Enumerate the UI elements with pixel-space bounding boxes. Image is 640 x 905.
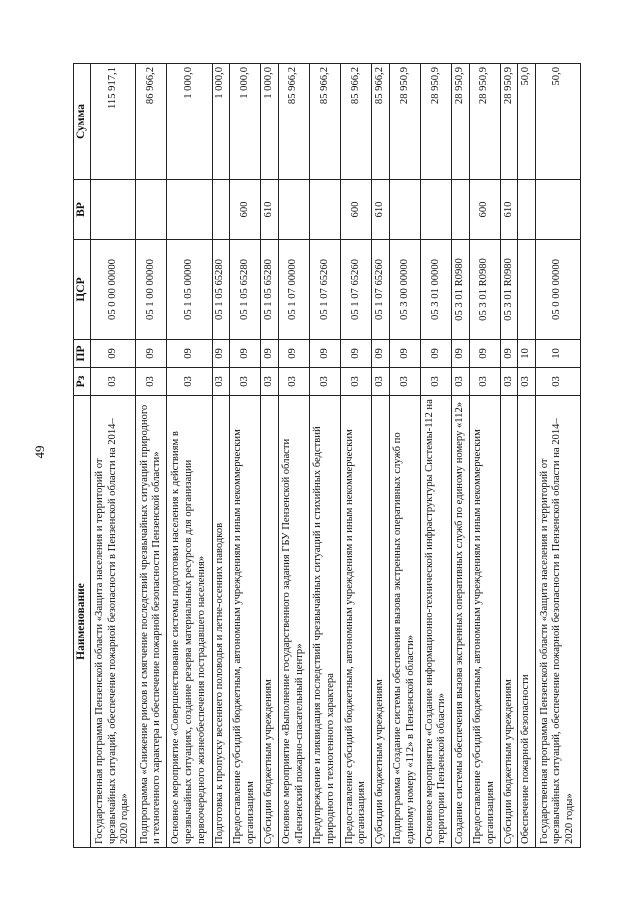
cell-vr: 610	[500, 180, 517, 240]
cell-pr: 09	[90, 340, 135, 368]
cell-vr	[452, 180, 469, 240]
cell-sum: 1 000,0	[261, 64, 278, 180]
cell-pr: 10	[535, 340, 580, 368]
cell-vr	[136, 180, 167, 240]
cell-sum: 115 917,1	[90, 64, 135, 180]
table-row	[261, 64, 278, 848]
header-pr: ПР	[74, 340, 91, 368]
cell-sum: 85 966,2	[309, 64, 340, 180]
cell-vr	[535, 180, 580, 240]
cell-csr: 05 1 05 65280	[229, 240, 260, 340]
table-row	[278, 64, 309, 848]
header-rz: Рз	[74, 368, 91, 396]
cell-vr	[309, 180, 340, 240]
cell-csr: 05 1 05 65280	[212, 240, 229, 340]
cell-pr: 09	[341, 340, 372, 368]
header-vr: ВР	[74, 180, 91, 240]
budget-table	[73, 63, 581, 848]
cell-sum: 28 950,9	[469, 64, 500, 180]
cell-csr: 05 0 00 00000	[90, 240, 135, 340]
cell-pr: 10	[518, 340, 535, 368]
table-row	[341, 64, 372, 848]
table-header-row	[74, 64, 91, 848]
table-row	[229, 64, 260, 848]
cell-name: Предоставление субсидий бюджетным, автономным учреждениям и иным некоммерческим организациям	[469, 396, 500, 848]
cell-rz: 03	[229, 368, 260, 396]
header-name: Наименование	[74, 396, 91, 848]
cell-name: Государственная программа Пензенской области «Защита населения и территорий от чрезвычайных ситуаций, обеспечение пожарной безопасности в Пензенской области на 2014–2020 годы»	[90, 396, 135, 848]
header-sum: Сумма	[74, 64, 91, 180]
cell-name: Основное мероприятие «Создание информационно-технической инфраструктуры Системы-112 на территории Пензенской области»	[421, 396, 452, 848]
cell-rz: 03	[278, 368, 309, 396]
header-csr: ЦСР	[74, 240, 91, 340]
cell-csr: 05 3 01 R0980	[500, 240, 517, 340]
cell-csr: 05 3 01 R0980	[469, 240, 500, 340]
cell-pr: 09	[469, 340, 500, 368]
cell-sum: 28 950,9	[500, 64, 517, 180]
cell-rz: 03	[212, 368, 229, 396]
cell-pr: 09	[167, 340, 212, 368]
cell-csr: 05 1 07 65260	[372, 240, 389, 340]
cell-csr: 05 1 05 00000	[167, 240, 212, 340]
cell-vr	[167, 180, 212, 240]
cell-rz: 03	[372, 368, 389, 396]
cell-name: Создание системы обеспечения вызова экстренных оперативных служб по единому номеру «112»	[452, 396, 469, 848]
table-row	[389, 64, 420, 848]
cell-csr: 05 3 01 R0980	[452, 240, 469, 340]
table-row	[309, 64, 340, 848]
cell-vr: 600	[341, 180, 372, 240]
cell-name: Основное мероприятие «Выполнение государственного задания ГБУ Пензенской области «Пензенский пожарно-спасательный центр»	[278, 396, 309, 848]
cell-name: Субсидии бюджетным учреждениям	[261, 396, 278, 848]
cell-name: Предоставление субсидий бюджетным, автономным учреждениям и иным некоммерческим организациям	[229, 396, 260, 848]
cell-sum: 86 966,2	[136, 64, 167, 180]
cell-sum: 85 966,2	[341, 64, 372, 180]
cell-vr	[389, 180, 420, 240]
table-row	[500, 64, 517, 848]
cell-sum: 85 966,2	[372, 64, 389, 180]
cell-vr	[421, 180, 452, 240]
table-row	[535, 64, 580, 848]
table-row	[469, 64, 500, 848]
cell-sum: 28 950,9	[421, 64, 452, 180]
cell-sum: 85 966,2	[278, 64, 309, 180]
cell-pr: 09	[452, 340, 469, 368]
cell-rz: 03	[309, 368, 340, 396]
cell-rz: 03	[389, 368, 420, 396]
rotated-table-container	[73, 64, 581, 848]
cell-pr: 09	[389, 340, 420, 368]
cell-vr	[518, 180, 535, 240]
cell-pr: 09	[212, 340, 229, 368]
cell-pr: 09	[421, 340, 452, 368]
cell-rz: 03	[167, 368, 212, 396]
cell-name: Подпрограмма «Снижение рисков и смягчение последствий чрезвычайных ситуаций природного и техногенного характера и обеспечение пожарной безопасности Пензенской области»	[136, 396, 167, 848]
cell-sum: 50,0	[518, 64, 535, 180]
cell-name: Основное мероприятие «Совершенствование системы подготовки населения к действиям в чрезвычайных ситуациях, создание резерва материальных ресурсов для организации первоочередного жизнеобеспечения пострадавшего населения»	[167, 396, 212, 848]
cell-pr: 09	[278, 340, 309, 368]
table-row	[421, 64, 452, 848]
cell-sum: 28 950,9	[389, 64, 420, 180]
cell-rz: 03	[518, 368, 535, 396]
cell-vr	[90, 180, 135, 240]
table-row	[372, 64, 389, 848]
table-row	[136, 64, 167, 848]
cell-vr: 610	[372, 180, 389, 240]
cell-name: Предупреждение и ликвидация последствий чрезвычайных ситуаций и стихийных бедствий природного и техногенного характера	[309, 396, 340, 848]
cell-csr: 05 3 01 00000	[421, 240, 452, 340]
cell-vr: 600	[469, 180, 500, 240]
table-row	[167, 64, 212, 848]
cell-name: Государственная программа Пензенской области «Защита населения и территорий от чрезвычайных ситуаций, обеспечение пожарной безопасности в Пензенской области на 2014–2020 годы»	[535, 396, 580, 848]
cell-rz: 03	[261, 368, 278, 396]
cell-pr: 09	[372, 340, 389, 368]
cell-pr: 09	[229, 340, 260, 368]
table-row	[90, 64, 135, 848]
cell-csr: 05 0 00 00000	[535, 240, 580, 340]
cell-rz: 03	[535, 368, 580, 396]
cell-sum: 50,0	[535, 64, 580, 180]
page-number: 49	[32, 445, 47, 459]
cell-rz: 03	[90, 368, 135, 396]
cell-sum: 1 000,0	[167, 64, 212, 180]
cell-csr: 05 1 00 00000	[136, 240, 167, 340]
cell-vr	[278, 180, 309, 240]
cell-csr	[518, 240, 535, 340]
cell-name: Субсидии бюджетным учреждениям	[372, 396, 389, 848]
cell-csr: 05 3 00 00000	[389, 240, 420, 340]
cell-vr	[212, 180, 229, 240]
cell-rz: 03	[469, 368, 500, 396]
table-row	[212, 64, 229, 848]
cell-rz: 03	[421, 368, 452, 396]
cell-name: Субсидии бюджетным учреждениям	[500, 396, 517, 848]
cell-name: Подготовка к пропуску весеннего половодья и летне-осенних паводков	[212, 396, 229, 848]
cell-vr: 610	[261, 180, 278, 240]
cell-name: Обеспечение пожарной безопасности	[518, 396, 535, 848]
cell-pr: 09	[309, 340, 340, 368]
cell-csr: 05 1 07 65260	[309, 240, 340, 340]
cell-pr: 09	[261, 340, 278, 368]
cell-name: Подпрограмма «Создание системы обеспечения вызова экстренных оперативных служб по единому номеру «112» в Пензенской области»	[389, 396, 420, 848]
cell-rz: 03	[136, 368, 167, 396]
cell-sum: 1 000,0	[212, 64, 229, 180]
cell-csr: 05 1 07 00000	[278, 240, 309, 340]
cell-csr: 05 1 07 65260	[341, 240, 372, 340]
cell-name: Предоставление субсидий бюджетным, автономным учреждениям и иным некоммерческим организациям	[341, 396, 372, 848]
cell-rz: 03	[500, 368, 517, 396]
cell-pr: 09	[136, 340, 167, 368]
table-row	[452, 64, 469, 848]
cell-sum: 1 000,0	[229, 64, 260, 180]
cell-rz: 03	[452, 368, 469, 396]
table-row	[518, 64, 535, 848]
cell-pr: 09	[500, 340, 517, 368]
cell-csr: 05 1 05 65280	[261, 240, 278, 340]
cell-vr: 600	[229, 180, 260, 240]
cell-sum: 28 950,9	[452, 64, 469, 180]
cell-rz: 03	[341, 368, 372, 396]
